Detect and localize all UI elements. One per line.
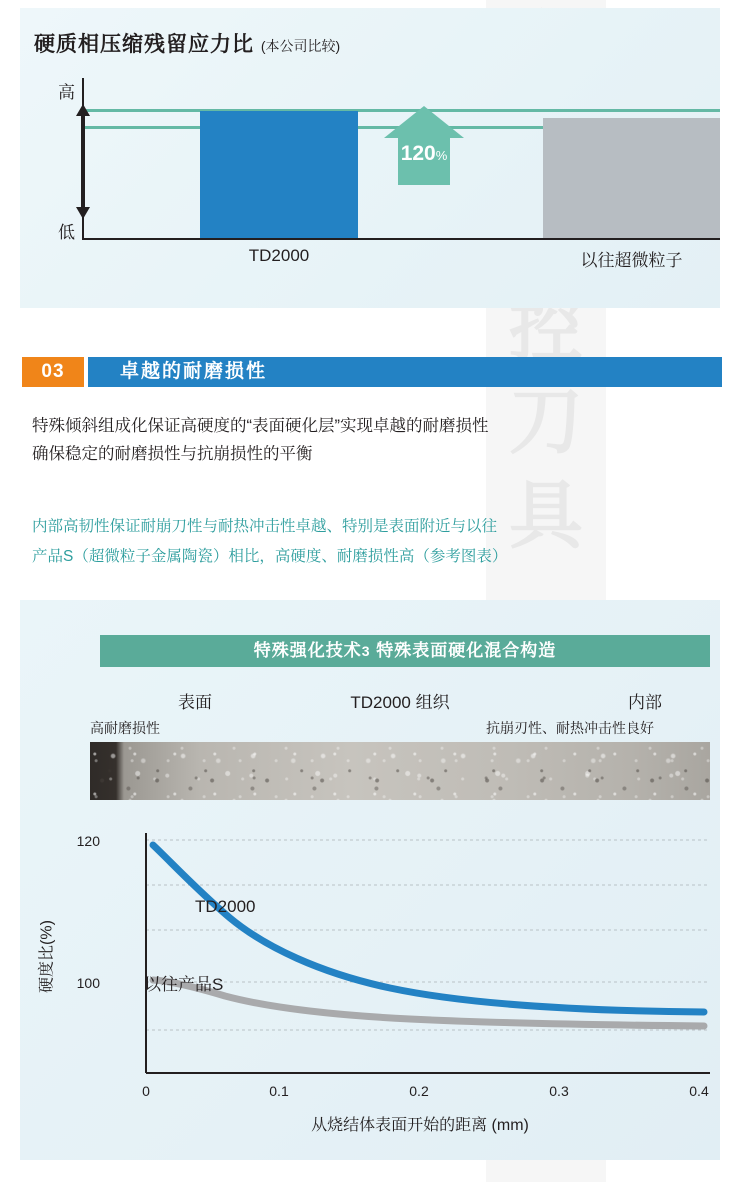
- axis-label-low: 低: [58, 223, 75, 242]
- series-label-td2000: TD2000: [195, 897, 256, 916]
- chart-y-axis-label: 硬度比(%): [38, 920, 56, 993]
- chart-x-tick: 0.2: [409, 1083, 429, 1099]
- chart-x-tick: 0: [142, 1083, 150, 1099]
- x-label-conventional: 以往超微粒子: [580, 251, 683, 270]
- sub-label-wear-resistance: 高耐磨损性: [90, 720, 160, 736]
- microstructure-image: [90, 742, 710, 800]
- watermark-char: 具: [509, 476, 583, 558]
- x-axis-line: [82, 238, 720, 240]
- section-note-line1: 内部高韧性保证耐崩刀性与耐热冲击性卓越、特别是表面附近与以往: [32, 518, 498, 535]
- axis-arrow-stem: [81, 115, 85, 209]
- section-paragraph-line2: 确保稳定的耐磨损性与抗崩损性的平衡: [32, 445, 313, 463]
- panel1-title-sub: (本公司比较): [260, 38, 341, 54]
- callout-unit: %: [435, 148, 448, 163]
- up-arrow-callout: [370, 106, 478, 188]
- x-label-td2000: TD2000: [248, 246, 310, 265]
- column-label-inner: 内部: [628, 693, 662, 712]
- axis-label-high: 高: [58, 83, 75, 102]
- chart-y-tick: 120: [76, 833, 100, 849]
- chart-gridlines: [146, 840, 710, 1030]
- residual-stress-chart-panel: [20, 8, 720, 308]
- watermark-char: 刀: [509, 382, 583, 464]
- technique-banner-text: [100, 635, 710, 667]
- column-label-surface: 表面: [178, 693, 212, 712]
- section-paragraph-line1: 特殊倾斜组成化保证高硬度的“表面硬化层”实现卓越的耐磨损性: [32, 417, 489, 435]
- section-number: 03: [22, 357, 84, 387]
- sub-label-chipping-resistance: 抗崩刃性、耐热冲击性良好: [486, 720, 654, 736]
- section-paragraph: [32, 412, 722, 468]
- section-header: [22, 357, 722, 387]
- up-arrow-icon: [384, 106, 464, 138]
- chart-x-tick: 0.4: [689, 1083, 709, 1099]
- chart-x-axis-label: 从烧结体表面开始的距离 (mm): [311, 1117, 529, 1134]
- technique-banner-prefix: 特殊强化技术: [253, 641, 362, 660]
- chart-y-tick: 100: [76, 975, 100, 991]
- series-line-conventional: [153, 980, 704, 1026]
- watermark-char: 控: [509, 288, 583, 370]
- chart-x-tick: 0.3: [549, 1083, 569, 1099]
- bar-conventional: [543, 118, 720, 238]
- hardness-chart-panel: [20, 600, 720, 1160]
- callout-text: [370, 142, 478, 166]
- section-note: [32, 512, 722, 572]
- series-label-conventional: 以往产品S: [144, 975, 224, 994]
- hardness-line-chart: [20, 815, 720, 1155]
- axis-arrow-down-icon: [76, 207, 90, 219]
- section-note-line2: 产品S（超微粒子金属陶瓷）相比，高硬度、耐磨损性高（参考图表）: [32, 548, 508, 565]
- chart-x-tick: 0.1: [269, 1083, 289, 1099]
- panel1-title-main: 硬质相压缩残留应力比: [34, 33, 254, 56]
- callout-value: 120: [400, 142, 436, 165]
- technique-banner-title: 特殊表面硬化混合构造: [376, 641, 557, 660]
- panel1-title: [34, 28, 340, 58]
- chart-plot-area: [20, 815, 720, 1105]
- technique-banner-number: 3: [361, 643, 371, 659]
- series-line-td2000: [153, 845, 704, 1012]
- bar-td2000: [200, 111, 358, 238]
- section-title: 卓越的耐磨损性: [120, 361, 268, 382]
- column-label-structure: TD2000 组织: [350, 693, 450, 712]
- technique-banner: [100, 635, 710, 667]
- microstructure-speckle: [90, 742, 710, 800]
